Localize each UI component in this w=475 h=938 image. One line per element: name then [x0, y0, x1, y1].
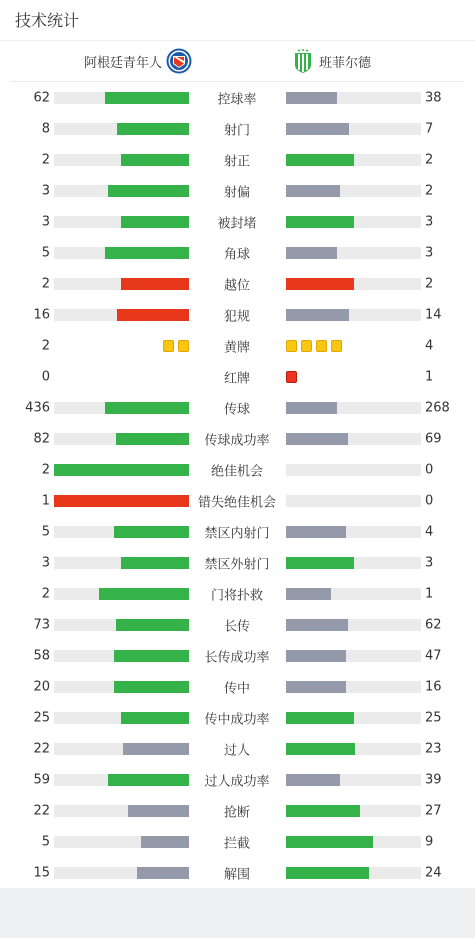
away-bar-track	[286, 712, 421, 724]
home-value: 0	[41, 369, 50, 384]
home-value: 436	[25, 400, 50, 415]
away-bar-track	[286, 805, 421, 817]
home-bar-fill	[121, 712, 189, 724]
away-bar-track	[286, 278, 421, 290]
stat-label: 犯规	[223, 309, 250, 324]
argentinos-juniors-crest-icon	[166, 48, 192, 74]
away-bar-fill	[286, 712, 354, 724]
away-bar-track	[286, 92, 421, 104]
home-value: 5	[41, 834, 50, 849]
home-bar-fill	[108, 185, 189, 197]
away-value: 268	[425, 400, 450, 415]
home-bar-track	[54, 92, 189, 104]
away-cards	[286, 340, 346, 352]
home-bar-fill	[105, 92, 189, 104]
away-bar-track	[286, 123, 421, 135]
away-bar-track	[286, 216, 421, 228]
stat-label: 传中	[223, 681, 250, 696]
away-value: 47	[425, 648, 442, 663]
away-bar-fill	[286, 185, 340, 197]
stat-label: 传球成功率	[204, 433, 270, 448]
home-bar-track	[54, 867, 189, 879]
home-bar-fill	[54, 495, 189, 507]
home-value: 3	[41, 214, 50, 229]
stat-row	[0, 733, 475, 764]
home-bar-fill	[108, 774, 189, 786]
stat-label: 拦截	[223, 836, 250, 851]
home-value: 22	[33, 803, 50, 818]
away-bar-fill	[286, 309, 349, 321]
home-bar-track	[54, 650, 189, 662]
home-bar-track	[54, 557, 189, 569]
away-bar-track	[286, 464, 421, 476]
home-bar-track	[54, 526, 189, 538]
away-bar-track	[286, 433, 421, 445]
home-bar-track	[54, 185, 189, 197]
stat-row	[0, 361, 475, 392]
away-bar-track	[286, 309, 421, 321]
stat-row	[0, 206, 475, 237]
away-value: 38	[425, 90, 442, 105]
away-bar-fill	[286, 650, 346, 662]
home-bar-track	[54, 836, 189, 848]
home-bar-track	[54, 309, 189, 321]
away-bar-fill	[286, 247, 337, 259]
home-value: 2	[41, 462, 50, 477]
home-bar-track	[54, 712, 189, 724]
home-bar-track	[54, 278, 189, 290]
home-value: 62	[33, 90, 50, 105]
away-value: 3	[425, 555, 434, 570]
stat-row	[0, 237, 475, 268]
home-bar-fill	[105, 247, 189, 259]
red-card-icon	[286, 371, 297, 383]
away-bar-fill	[286, 619, 348, 631]
home-value: 1	[41, 493, 50, 508]
away-bar-track	[286, 650, 421, 662]
away-value: 1	[425, 586, 434, 601]
away-cards	[286, 371, 301, 383]
stat-row	[0, 547, 475, 578]
stat-label: 被封堵	[217, 216, 257, 231]
home-value: 22	[33, 741, 50, 756]
away-bar-fill	[286, 402, 337, 414]
stat-row	[0, 857, 475, 888]
stat-label: 解围	[223, 867, 250, 882]
away-value: 16	[425, 679, 442, 694]
stat-label: 禁区外射门	[204, 557, 270, 572]
away-value: 14	[425, 307, 442, 322]
away-bar-fill	[286, 526, 346, 538]
away-value: 23	[425, 741, 442, 756]
home-value: 2	[41, 586, 50, 601]
away-bar-track	[286, 836, 421, 848]
yellow-card-icon	[331, 340, 342, 352]
home-bar-track	[54, 247, 189, 259]
stat-row	[0, 764, 475, 795]
yellow-card-icon	[163, 340, 174, 352]
away-bar-fill	[286, 805, 360, 817]
away-bar-fill	[286, 92, 337, 104]
home-bar-fill	[105, 402, 189, 414]
home-value: 59	[33, 772, 50, 787]
home-bar-track	[54, 464, 189, 476]
home-bar-track	[54, 588, 189, 600]
stat-label: 角球	[223, 247, 250, 262]
stat-label: 过人	[223, 743, 250, 758]
home-bar-track	[54, 433, 189, 445]
stat-row	[0, 392, 475, 423]
stat-label: 禁区内射门	[204, 526, 270, 541]
stat-row	[0, 330, 475, 361]
stat-label: 绝佳机会	[210, 464, 263, 479]
away-bar-track	[286, 619, 421, 631]
away-value: 4	[425, 524, 434, 539]
home-value: 5	[41, 524, 50, 539]
away-value: 2	[425, 152, 434, 167]
away-value: 69	[425, 431, 442, 446]
away-value: 24	[425, 865, 442, 880]
home-bar-fill	[116, 433, 189, 445]
stat-label: 过人成功率	[204, 774, 270, 789]
stat-row	[0, 640, 475, 671]
away-bar-fill	[286, 774, 340, 786]
home-bar-fill	[121, 216, 189, 228]
away-bar-fill	[286, 836, 373, 848]
home-value: 15	[33, 865, 50, 880]
teams-header	[10, 41, 465, 82]
stat-row	[0, 485, 475, 516]
home-value: 73	[33, 617, 50, 632]
home-value: 3	[41, 183, 50, 198]
home-bar-track	[54, 154, 189, 166]
stat-row	[0, 82, 475, 113]
home-bar-track	[54, 681, 189, 693]
away-value: 1	[425, 369, 434, 384]
away-value: 9	[425, 834, 434, 849]
away-bar-track	[286, 743, 421, 755]
home-value: 8	[41, 121, 50, 136]
home-bar-fill	[117, 309, 189, 321]
stat-label: 抢断	[223, 805, 250, 820]
stat-row	[0, 826, 475, 857]
home-bar-fill	[54, 464, 189, 476]
away-bar-fill	[286, 216, 354, 228]
stat-label: 门将扑救	[210, 588, 263, 603]
away-value: 3	[425, 245, 434, 260]
away-value: 27	[425, 803, 442, 818]
home-bar-fill	[114, 650, 189, 662]
home-bar-track	[54, 402, 189, 414]
home-bar-fill	[141, 836, 189, 848]
stat-label: 射门	[223, 123, 250, 138]
away-value: 7	[425, 121, 434, 136]
home-value: 2	[41, 338, 50, 353]
away-bar-track	[286, 154, 421, 166]
away-bar-track	[286, 495, 421, 507]
stat-label: 射偏	[223, 185, 250, 200]
home-bar-track	[54, 495, 189, 507]
yellow-card-icon	[178, 340, 189, 352]
away-bar-fill	[286, 278, 354, 290]
home-bar-track	[54, 216, 189, 228]
home-value: 20	[33, 679, 50, 694]
home-value: 5	[41, 245, 50, 260]
stat-row	[0, 144, 475, 175]
stat-label: 传中成功率	[204, 712, 270, 727]
away-value: 0	[425, 462, 434, 477]
away-bar-fill	[286, 743, 355, 755]
away-team[interactable]	[293, 48, 371, 74]
stat-label: 长传	[223, 619, 250, 634]
stat-label: 射正	[223, 154, 250, 169]
yellow-card-icon	[301, 340, 312, 352]
home-value: 25	[33, 710, 50, 725]
away-value: 3	[425, 214, 434, 229]
yellow-card-icon	[286, 340, 297, 352]
home-bar-fill	[121, 154, 189, 166]
stat-row	[0, 609, 475, 640]
away-value: 4	[425, 338, 434, 353]
away-bar-fill	[286, 123, 349, 135]
home-value: 2	[41, 276, 50, 291]
banfield-crest-icon	[293, 48, 313, 74]
home-value: 16	[33, 307, 50, 322]
home-bar-fill	[117, 123, 189, 135]
stat-label: 长传成功率	[204, 650, 270, 665]
away-value: 25	[425, 710, 442, 725]
home-value: 82	[33, 431, 50, 446]
home-bar-track	[54, 774, 189, 786]
panel-title: 技术统计	[0, 0, 475, 41]
home-bar-fill	[99, 588, 189, 600]
stat-label: 黄牌	[223, 340, 250, 355]
stat-label: 错失绝佳机会	[197, 495, 276, 510]
away-value: 2	[425, 183, 434, 198]
away-bar-track	[286, 526, 421, 538]
home-bar-fill	[123, 743, 189, 755]
away-bar-track	[286, 557, 421, 569]
away-bar-track	[286, 185, 421, 197]
stat-row	[0, 702, 475, 733]
away-bar-track	[286, 867, 421, 879]
home-bar-track	[54, 619, 189, 631]
away-bar-track	[286, 402, 421, 414]
home-bar-fill	[121, 557, 189, 569]
home-bar-fill	[137, 867, 189, 879]
away-value: 62	[425, 617, 442, 632]
home-bar-track	[54, 805, 189, 817]
home-bar-fill	[114, 681, 189, 693]
stats-list	[0, 82, 475, 888]
home-team[interactable]	[84, 48, 192, 74]
away-value: 39	[425, 772, 442, 787]
stat-row	[0, 299, 475, 330]
stat-row	[0, 268, 475, 299]
home-bar-fill	[114, 526, 189, 538]
away-bar-track	[286, 588, 421, 600]
stat-row	[0, 671, 475, 702]
away-value: 2	[425, 276, 434, 291]
stat-row	[0, 516, 475, 547]
stat-row	[0, 795, 475, 826]
away-bar-track	[286, 774, 421, 786]
home-bar-track	[54, 123, 189, 135]
stat-row	[0, 578, 475, 609]
home-value: 3	[41, 555, 50, 570]
home-team-name: 阿根廷青年人	[83, 55, 162, 71]
stat-row	[0, 454, 475, 485]
home-value: 2	[41, 152, 50, 167]
away-team-name: 班菲尔德	[319, 55, 372, 71]
stat-row	[0, 113, 475, 144]
stat-row	[0, 423, 475, 454]
away-bar-fill	[286, 433, 348, 445]
away-bar-fill	[286, 154, 354, 166]
away-bar-fill	[286, 588, 331, 600]
home-value: 58	[33, 648, 50, 663]
home-cards	[159, 340, 189, 352]
stat-label: 红牌	[223, 371, 250, 386]
away-value: 0	[425, 493, 434, 508]
stat-label: 控球率	[217, 92, 257, 107]
home-bar-track	[54, 743, 189, 755]
away-bar-fill	[286, 557, 354, 569]
stat-row	[0, 175, 475, 206]
home-bar-fill	[128, 805, 189, 817]
home-bar-fill	[116, 619, 189, 631]
away-bar-track	[286, 247, 421, 259]
stat-label: 越位	[223, 278, 250, 293]
stat-label: 传球	[223, 402, 250, 417]
home-bar-fill	[121, 278, 189, 290]
away-bar-fill	[286, 681, 346, 693]
away-bar-fill	[286, 867, 369, 879]
away-bar-track	[286, 681, 421, 693]
yellow-card-icon	[316, 340, 327, 352]
